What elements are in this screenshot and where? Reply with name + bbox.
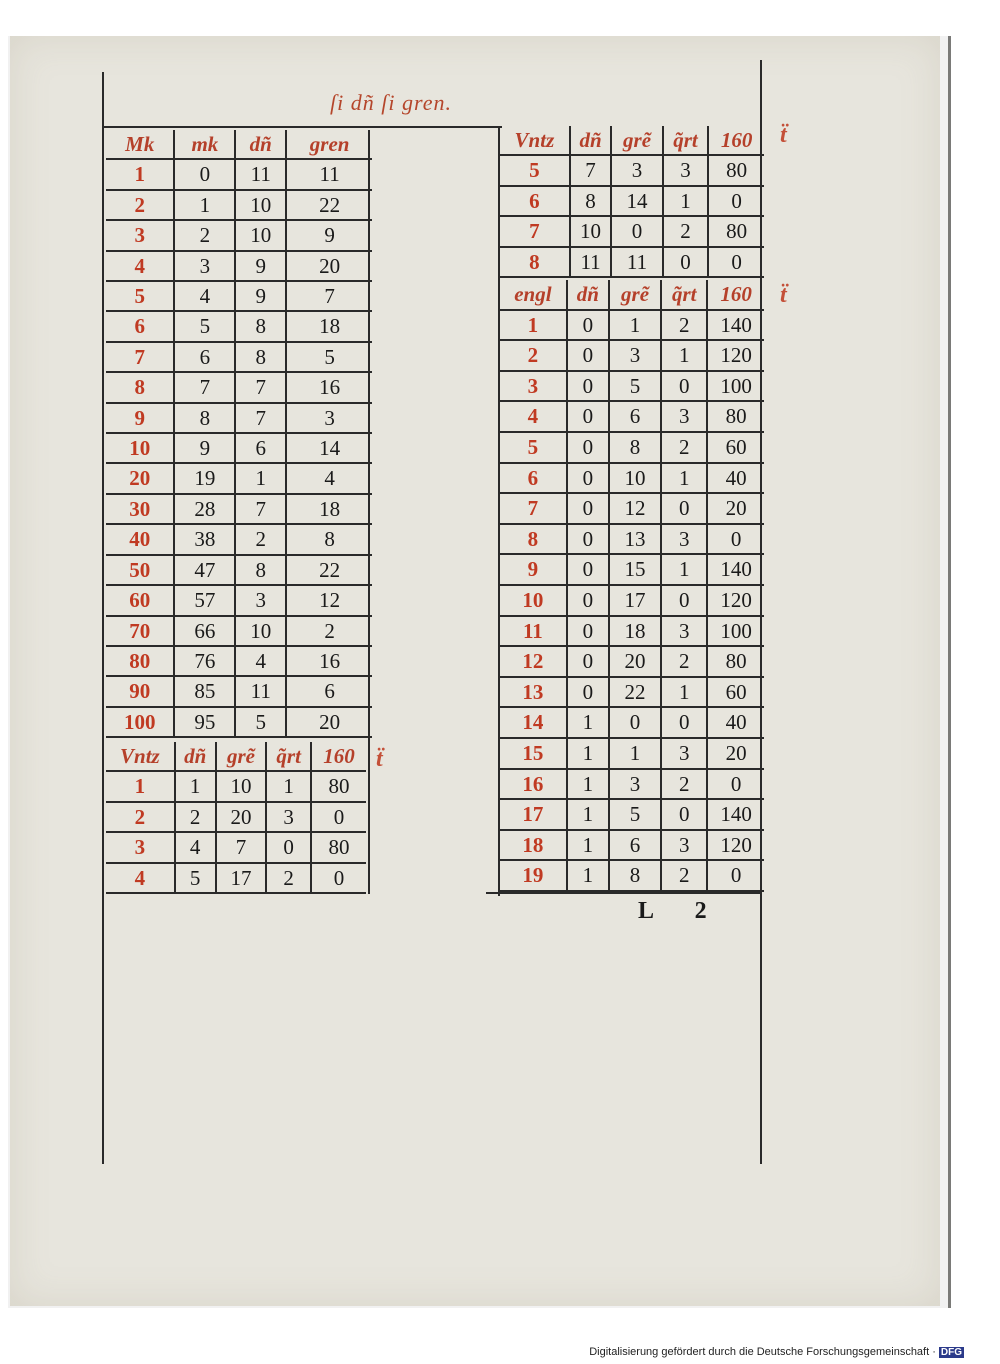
top-rule bbox=[102, 126, 502, 128]
table-cell: 11 bbox=[570, 247, 611, 277]
table-cell: 76 bbox=[174, 646, 235, 676]
table-row bbox=[106, 403, 372, 433]
table-cell: 2 bbox=[661, 310, 707, 341]
table-cell: 5 bbox=[235, 707, 286, 737]
row-label: 15 bbox=[500, 738, 567, 769]
right-table-left-rule bbox=[498, 126, 500, 896]
row-label: 2 bbox=[106, 190, 174, 220]
column-header: grẽ bbox=[216, 742, 267, 771]
table-cell: 3 bbox=[611, 155, 662, 185]
row-label: 13 bbox=[500, 677, 567, 708]
table-cell: 10 bbox=[609, 463, 661, 494]
table-cell: 1 bbox=[567, 860, 609, 891]
table-cell: 18 bbox=[286, 311, 372, 341]
table-cell: 10 bbox=[235, 220, 286, 250]
table-cell: 0 bbox=[266, 832, 311, 862]
table-row bbox=[500, 493, 764, 524]
table-cell: 66 bbox=[174, 616, 235, 646]
table-cell: 5 bbox=[609, 371, 661, 402]
column-header: 160 bbox=[708, 126, 764, 155]
margin-mark-2: ẗ bbox=[780, 282, 787, 308]
table-cell: 12 bbox=[609, 493, 661, 524]
table-cell: 11 bbox=[235, 159, 286, 189]
row-label: 9 bbox=[106, 403, 174, 433]
table-cell: 0 bbox=[567, 554, 609, 585]
row-label: 60 bbox=[106, 585, 174, 615]
table-cell: 0 bbox=[661, 707, 707, 738]
table-cell: 0 bbox=[708, 186, 764, 216]
table-cell: 3 bbox=[661, 738, 707, 769]
table-cell: 12 bbox=[286, 585, 372, 615]
table-cell: 20 bbox=[707, 493, 764, 524]
table-row bbox=[500, 463, 764, 494]
table-cell: 8 bbox=[174, 403, 235, 433]
table-cell: 22 bbox=[286, 190, 372, 220]
table-row bbox=[106, 802, 366, 832]
left-rule bbox=[102, 72, 104, 1164]
table-cell: 100 bbox=[707, 616, 764, 647]
table-row bbox=[106, 159, 372, 189]
row-label: 3 bbox=[106, 832, 175, 862]
table-cell: 3 bbox=[174, 251, 235, 281]
table-row bbox=[106, 771, 366, 801]
table-cell: 1 bbox=[661, 340, 707, 371]
column-header: Mk bbox=[106, 130, 174, 159]
row-label: 8 bbox=[500, 524, 567, 555]
footer-credit bbox=[589, 1346, 964, 1358]
row-label: 2 bbox=[500, 340, 567, 371]
table-cell: 4 bbox=[174, 281, 235, 311]
row-label: 3 bbox=[106, 220, 174, 250]
column-header: mk bbox=[174, 130, 235, 159]
table-row bbox=[500, 860, 764, 891]
row-label: 8 bbox=[106, 372, 174, 402]
table-cell: 40 bbox=[707, 463, 764, 494]
table-cell: 11 bbox=[611, 247, 662, 277]
table-cell: 8 bbox=[235, 311, 286, 341]
table-row bbox=[500, 524, 764, 555]
table-cell: 9 bbox=[286, 220, 372, 250]
table-cell: 7 bbox=[570, 155, 611, 185]
table-cell: 1 bbox=[661, 677, 707, 708]
table-cell: 2 bbox=[661, 860, 707, 891]
table-row bbox=[500, 371, 764, 402]
row-label: 18 bbox=[500, 830, 567, 861]
table-cell: 0 bbox=[663, 247, 708, 277]
row-label: 4 bbox=[106, 251, 174, 281]
column-header: dñ bbox=[235, 130, 286, 159]
row-label: 30 bbox=[106, 494, 174, 524]
table-cell: 3 bbox=[663, 155, 708, 185]
table-cell: 1 bbox=[609, 310, 661, 341]
table-cell: 2 bbox=[663, 216, 708, 246]
table-cell: 9 bbox=[174, 433, 235, 463]
table-cell: 8 bbox=[235, 555, 286, 585]
table-cell: 14 bbox=[286, 433, 372, 463]
table-cell: 0 bbox=[567, 646, 609, 677]
table-cell: 28 bbox=[174, 494, 235, 524]
table-row bbox=[106, 251, 372, 281]
table-cell: 1 bbox=[661, 554, 707, 585]
table-cell: 100 bbox=[707, 371, 764, 402]
table-cell: 2 bbox=[266, 863, 311, 893]
table-cell: 2 bbox=[661, 432, 707, 463]
table-cell: 4 bbox=[286, 463, 372, 493]
row-label: 16 bbox=[500, 769, 567, 800]
table-cell: 8 bbox=[609, 432, 661, 463]
table-cell: 18 bbox=[609, 616, 661, 647]
table-cell: 6 bbox=[286, 676, 372, 706]
table-header-row bbox=[500, 126, 764, 155]
table-cell: 0 bbox=[567, 677, 609, 708]
table-cell: 0 bbox=[661, 799, 707, 830]
table-cell: 4 bbox=[235, 646, 286, 676]
table-cell: 0 bbox=[707, 769, 764, 800]
vntz-table-lower bbox=[106, 742, 366, 894]
table-cell: 7 bbox=[174, 372, 235, 402]
table-row bbox=[106, 676, 372, 706]
table-cell: 0 bbox=[708, 247, 764, 277]
table-cell: 0 bbox=[174, 159, 235, 189]
table-cell: 0 bbox=[567, 432, 609, 463]
table-cell: 140 bbox=[707, 310, 764, 341]
table-cell: 0 bbox=[609, 707, 661, 738]
table-cell: 40 bbox=[707, 707, 764, 738]
left-table-right-rule bbox=[368, 130, 370, 894]
table-cell: 5 bbox=[286, 342, 372, 372]
right-bottom-rule bbox=[486, 892, 762, 894]
table-cell: 80 bbox=[311, 832, 366, 862]
table-cell: 140 bbox=[707, 554, 764, 585]
table-cell: 18 bbox=[286, 494, 372, 524]
table-row bbox=[500, 186, 764, 216]
table-cell: 6 bbox=[609, 830, 661, 861]
row-label: 4 bbox=[500, 401, 567, 432]
row-label: 10 bbox=[500, 585, 567, 616]
margin-mark-3: ẗ bbox=[376, 746, 383, 772]
table-cell: 20 bbox=[286, 251, 372, 281]
table-row bbox=[106, 585, 372, 615]
row-label: 5 bbox=[500, 432, 567, 463]
table-cell: 0 bbox=[611, 216, 662, 246]
row-label: 40 bbox=[106, 524, 174, 554]
table-cell: 11 bbox=[286, 159, 372, 189]
table-cell: 17 bbox=[216, 863, 267, 893]
table-row bbox=[106, 707, 372, 737]
table-cell: 2 bbox=[286, 616, 372, 646]
table-row bbox=[500, 738, 764, 769]
table-cell: 7 bbox=[235, 494, 286, 524]
table-row bbox=[500, 155, 764, 185]
table-cell: 47 bbox=[174, 555, 235, 585]
table-cell: 2 bbox=[174, 220, 235, 250]
row-label: 5 bbox=[500, 155, 570, 185]
footer-text: Digitalisierung gefördert durch die Deutsche Forschungsgemeinschaft · bbox=[589, 1346, 936, 1358]
table-row bbox=[106, 524, 372, 554]
table-cell: 1 bbox=[567, 799, 609, 830]
row-label: 4 bbox=[106, 863, 175, 893]
table-row bbox=[106, 555, 372, 585]
table-cell: 80 bbox=[708, 216, 764, 246]
table-cell: 60 bbox=[707, 677, 764, 708]
table-cell: 9 bbox=[235, 281, 286, 311]
table-cell: 38 bbox=[174, 524, 235, 554]
table-cell: 0 bbox=[567, 340, 609, 371]
table-cell: 1 bbox=[567, 830, 609, 861]
table-row bbox=[500, 830, 764, 861]
table-cell: 3 bbox=[661, 616, 707, 647]
row-label: 8 bbox=[500, 247, 570, 277]
row-label: 90 bbox=[106, 676, 174, 706]
table-cell: 0 bbox=[567, 463, 609, 494]
row-label: 14 bbox=[500, 707, 567, 738]
table-cell: 8 bbox=[286, 524, 372, 554]
row-label: 1 bbox=[106, 159, 174, 189]
table-row bbox=[106, 832, 366, 862]
table-cell: 0 bbox=[567, 310, 609, 341]
table-cell: 3 bbox=[661, 524, 707, 555]
table-cell: 15 bbox=[609, 554, 661, 585]
table-cell: 1 bbox=[567, 738, 609, 769]
column-header: gren bbox=[286, 130, 372, 159]
table-cell: 1 bbox=[567, 769, 609, 800]
table-row bbox=[500, 616, 764, 647]
table-cell: 0 bbox=[567, 585, 609, 616]
row-label: 20 bbox=[106, 463, 174, 493]
table-cell: 0 bbox=[661, 585, 707, 616]
column-header: engl bbox=[500, 280, 567, 310]
column-header: q̃rt bbox=[661, 280, 707, 310]
table-cell: 1 bbox=[266, 771, 311, 801]
table-cell: 60 bbox=[707, 432, 764, 463]
table-cell: 20 bbox=[216, 802, 267, 832]
table-cell: 8 bbox=[570, 186, 611, 216]
row-label: 3 bbox=[500, 371, 567, 402]
table-cell: 4 bbox=[175, 832, 216, 862]
table-cell: 3 bbox=[661, 401, 707, 432]
table-header-row bbox=[106, 130, 372, 159]
table-row bbox=[106, 342, 372, 372]
table-cell: 0 bbox=[311, 863, 366, 893]
row-label: 1 bbox=[500, 310, 567, 341]
table-cell: 80 bbox=[708, 155, 764, 185]
table-cell: 1 bbox=[567, 707, 609, 738]
table-row bbox=[500, 401, 764, 432]
table-row bbox=[106, 190, 372, 220]
table-cell: 1 bbox=[663, 186, 708, 216]
dfg-logo: DFG bbox=[940, 1347, 962, 1358]
table-cell: 0 bbox=[567, 371, 609, 402]
table-cell: 13 bbox=[609, 524, 661, 555]
table-row bbox=[500, 432, 764, 463]
row-label: 7 bbox=[106, 342, 174, 372]
table-row bbox=[106, 372, 372, 402]
table-cell: 1 bbox=[235, 463, 286, 493]
table-cell: 120 bbox=[707, 585, 764, 616]
column-header: dñ bbox=[175, 742, 216, 771]
table-cell: 7 bbox=[235, 372, 286, 402]
table-cell: 10 bbox=[235, 616, 286, 646]
column-header: grẽ bbox=[609, 280, 661, 310]
column-header: q̃rt bbox=[663, 126, 708, 155]
row-label: 17 bbox=[500, 799, 567, 830]
table-cell: 120 bbox=[707, 830, 764, 861]
column-header: grẽ bbox=[611, 126, 662, 155]
table-row bbox=[106, 646, 372, 676]
table-cell: 2 bbox=[661, 646, 707, 677]
table-cell: 5 bbox=[174, 311, 235, 341]
table-cell: 2 bbox=[661, 769, 707, 800]
signature-mark: L 2 bbox=[638, 898, 725, 924]
table-cell: 3 bbox=[661, 830, 707, 861]
table-row bbox=[500, 707, 764, 738]
row-label: 5 bbox=[106, 281, 174, 311]
margin-mark-1: ẗ bbox=[780, 122, 787, 148]
table-cell: 80 bbox=[311, 771, 366, 801]
table-row bbox=[106, 616, 372, 646]
table-row bbox=[106, 311, 372, 341]
table-cell: 8 bbox=[235, 342, 286, 372]
vntz-table-upper bbox=[500, 126, 764, 278]
marks-table bbox=[106, 130, 372, 738]
table-row bbox=[500, 799, 764, 830]
column-header: 160 bbox=[707, 280, 764, 310]
table-row bbox=[106, 433, 372, 463]
table-cell: 7 bbox=[216, 832, 267, 862]
table-cell: 3 bbox=[286, 403, 372, 433]
table-cell: 0 bbox=[311, 802, 366, 832]
table-row bbox=[500, 554, 764, 585]
table-cell: 3 bbox=[609, 769, 661, 800]
table-header-row bbox=[106, 742, 366, 771]
table-cell: 2 bbox=[175, 802, 216, 832]
table-row bbox=[500, 677, 764, 708]
table-row bbox=[106, 281, 372, 311]
table-cell: 9 bbox=[235, 251, 286, 281]
engl-table bbox=[500, 280, 764, 892]
column-header: q̃rt bbox=[266, 742, 311, 771]
row-label: 19 bbox=[500, 860, 567, 891]
table-row bbox=[106, 494, 372, 524]
table-cell: 140 bbox=[707, 799, 764, 830]
table-row bbox=[106, 863, 366, 893]
table-row bbox=[500, 310, 764, 341]
row-label: 70 bbox=[106, 616, 174, 646]
row-label: 1 bbox=[106, 771, 175, 801]
column-header: Vntz bbox=[106, 742, 175, 771]
table-cell: 20 bbox=[707, 738, 764, 769]
table-cell: 0 bbox=[567, 493, 609, 524]
row-label: 2 bbox=[106, 802, 175, 832]
table-cell: 3 bbox=[266, 802, 311, 832]
table-row bbox=[500, 769, 764, 800]
table-cell: 5 bbox=[609, 799, 661, 830]
column-header: dñ bbox=[570, 126, 611, 155]
table-cell: 5 bbox=[175, 863, 216, 893]
table-cell: 16 bbox=[286, 646, 372, 676]
row-label: 10 bbox=[106, 433, 174, 463]
row-label: 7 bbox=[500, 216, 570, 246]
table-cell: 1 bbox=[174, 190, 235, 220]
row-label: 9 bbox=[500, 554, 567, 585]
table-cell: 0 bbox=[661, 493, 707, 524]
table-row bbox=[500, 585, 764, 616]
table-header-row bbox=[500, 280, 764, 310]
table-cell: 6 bbox=[235, 433, 286, 463]
row-label: 11 bbox=[500, 616, 567, 647]
table-cell: 17 bbox=[609, 585, 661, 616]
table-cell: 1 bbox=[661, 463, 707, 494]
table-cell: 2 bbox=[235, 524, 286, 554]
table-cell: 1 bbox=[609, 738, 661, 769]
table-row bbox=[106, 463, 372, 493]
table-cell: 95 bbox=[174, 707, 235, 737]
table-cell: 14 bbox=[611, 186, 662, 216]
row-label: 6 bbox=[500, 186, 570, 216]
table-cell: 10 bbox=[570, 216, 611, 246]
row-label: 6 bbox=[500, 463, 567, 494]
table-cell: 10 bbox=[216, 771, 267, 801]
table-cell: 0 bbox=[567, 401, 609, 432]
table-cell: 7 bbox=[235, 403, 286, 433]
table-row bbox=[500, 247, 764, 277]
table-cell: 22 bbox=[286, 555, 372, 585]
table-cell: 0 bbox=[567, 616, 609, 647]
table-cell: 57 bbox=[174, 585, 235, 615]
table-cell: 85 bbox=[174, 676, 235, 706]
table-cell: 3 bbox=[609, 340, 661, 371]
table-cell: 22 bbox=[609, 677, 661, 708]
table-cell: 11 bbox=[235, 676, 286, 706]
table-cell: 1 bbox=[175, 771, 216, 801]
running-head: ſi dñ ſi gren. bbox=[330, 90, 452, 115]
table-cell: 120 bbox=[707, 340, 764, 371]
column-header: 160 bbox=[311, 742, 366, 771]
table-cell: 16 bbox=[286, 372, 372, 402]
column-header: dñ bbox=[567, 280, 609, 310]
row-label: 50 bbox=[106, 555, 174, 585]
table-cell: 8 bbox=[609, 860, 661, 891]
table-row bbox=[500, 340, 764, 371]
table-cell: 0 bbox=[661, 371, 707, 402]
table-cell: 80 bbox=[707, 646, 764, 677]
table-cell: 0 bbox=[707, 524, 764, 555]
table-cell: 10 bbox=[235, 190, 286, 220]
table-row bbox=[106, 220, 372, 250]
row-label: 6 bbox=[106, 311, 174, 341]
table-cell: 19 bbox=[174, 463, 235, 493]
table-cell: 7 bbox=[286, 281, 372, 311]
row-label: 100 bbox=[106, 707, 174, 737]
row-label: 7 bbox=[500, 493, 567, 524]
table-row bbox=[500, 646, 764, 677]
table-cell: 20 bbox=[609, 646, 661, 677]
table-cell: 3 bbox=[235, 585, 286, 615]
table-cell: 80 bbox=[707, 401, 764, 432]
table-row bbox=[500, 216, 764, 246]
row-label: 12 bbox=[500, 646, 567, 677]
table-cell: 0 bbox=[707, 860, 764, 891]
table-cell: 0 bbox=[567, 524, 609, 555]
table-cell: 6 bbox=[174, 342, 235, 372]
table-cell: 20 bbox=[286, 707, 372, 737]
column-header: Vntz bbox=[500, 126, 570, 155]
row-label: 80 bbox=[106, 646, 174, 676]
table-cell: 6 bbox=[609, 401, 661, 432]
